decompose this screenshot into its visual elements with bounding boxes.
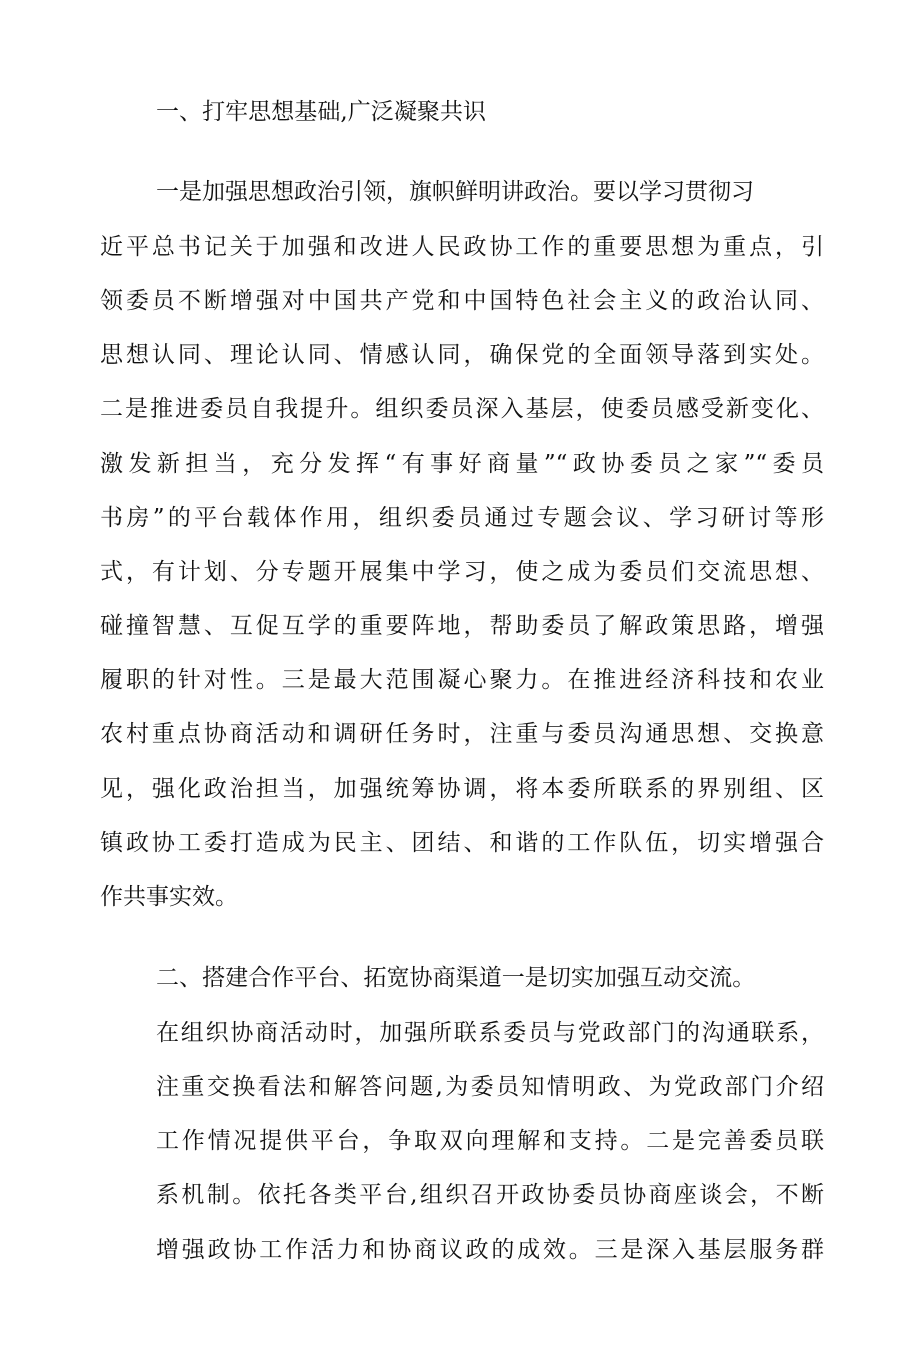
- section-1-line-2: 近平总书记关于加强和改进人民政协工作的重要思想为重点，引: [100, 234, 824, 260]
- section-1-line-6: 激发新担当，充分发挥“有事好商量”“政协委员之家”“委员: [100, 451, 824, 477]
- section-1-line-13: 镇政协工委打造成为民主、团结、和谐的工作队伍，切实增强合: [100, 830, 824, 856]
- section-1-line-10: 履职的针对性。三是最大范围凝心聚力。在推进经济科技和农业: [100, 667, 824, 693]
- section-1-heading: 一、打牢思想基础,广泛凝聚共识: [156, 99, 487, 125]
- section-1-line-3: 领委员不断增强对中国共产党和中国特色社会主义的政治认同、: [100, 288, 824, 314]
- section-1-line-4: 思想认同、理论认同、情感认同，确保党的全面领导落到实处。: [100, 342, 824, 368]
- section-2-heading: 二、搭建合作平台、拓宽协商渠道一是切实加强互动交流。: [156, 965, 756, 991]
- section-1-line-9: 碰撞智慧、互促互学的重要阵地，帮助委员了解政策思路，增强: [100, 613, 824, 639]
- section-1-line-5: 二是推进委员自我提升。组织委员深入基层，使委员感受新变化、: [100, 396, 824, 422]
- section-1-line-8: 式，有计划、分专题开展集中学习，使之成为委员们交流思想、: [100, 559, 824, 585]
- section-1-line-14: 作共事实效。: [100, 884, 238, 910]
- section-1-line-1: 一是加强思想政治引领，旗帜鲜明讲政治。要以学习贯彻习: [156, 179, 754, 205]
- section-2-line-5: 增强政协工作活力和协商议政的成效。三是深入基层服务群: [156, 1237, 824, 1263]
- section-1-line-11: 农村重点协商活动和调研任务时，注重与委员沟通思想、交换意: [100, 721, 824, 747]
- section-2-line-4: 系机制。依托各类平台,组织召开政协委员协商座谈会，不断: [156, 1182, 824, 1208]
- section-2-line-1: 在组织协商活动时，加强所联系委员与党政部门的沟通联系，: [156, 1020, 824, 1046]
- section-1-line-7: 书房”的平台载体作用，组织委员通过专题会议、学习研讨等形: [100, 505, 824, 531]
- section-2-line-3: 工作情况提供平台，争取双向理解和支持。二是完善委员联: [156, 1128, 824, 1154]
- section-2-line-2: 注重交换看法和解答问题,为委员知情明政、为党政部门介绍: [156, 1074, 824, 1100]
- section-1-line-12: 见，强化政治担当，加强统筹协调，将本委所联系的界别组、区: [100, 776, 824, 802]
